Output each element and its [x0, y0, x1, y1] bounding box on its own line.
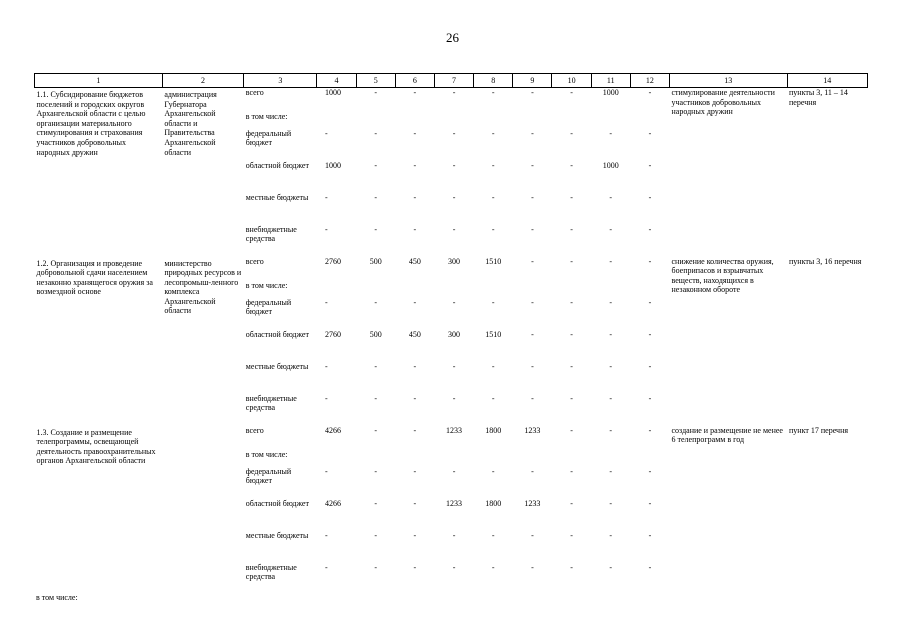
funding-value: - [374, 393, 378, 403]
table-row [35, 257, 868, 281]
funding-value [630, 112, 669, 129]
funding-value: - [413, 425, 417, 435]
funding-value: - [452, 393, 456, 403]
funding-value: - [531, 466, 534, 476]
funding-value: - [374, 128, 378, 138]
funding-value: 300 [448, 256, 461, 266]
funding-value: - [491, 192, 495, 202]
expected-result: создание и размещение не менее 6 телепрограмм в год [671, 425, 783, 445]
responsible-executor: министерство природных ресурсов и лесопромыш-ленного комплекса Архангельской области [164, 258, 242, 316]
funding-value: 2760 [324, 329, 341, 339]
funding-value: 1233 [524, 425, 541, 435]
funding-value: - [648, 128, 652, 138]
funding-value: - [374, 466, 378, 476]
funding-source: в том числе: [245, 280, 288, 290]
funding-value: - [648, 192, 652, 202]
funding-value [552, 450, 591, 467]
funding-source: областной бюджет [245, 498, 309, 508]
funding-value [513, 112, 552, 129]
funding-value: 1233 [524, 498, 541, 508]
funding-source: федеральный бюджет [245, 297, 292, 317]
funding-value [513, 450, 552, 467]
funding-value: - [609, 498, 613, 508]
funding-value: 1000 [324, 160, 341, 170]
funding-value: - [609, 192, 613, 202]
funding-value: - [452, 361, 456, 371]
funding-value [513, 281, 552, 298]
funding-source: областной бюджет [245, 329, 309, 339]
funding-value [317, 450, 356, 467]
funding-value: - [324, 192, 328, 202]
funding-value: - [531, 192, 534, 202]
funding-source: внебюджетные средства [245, 393, 297, 413]
funding-value: - [570, 562, 573, 572]
funding-value: 500 [369, 256, 382, 266]
funding-value: - [491, 297, 495, 307]
funding-value: - [531, 297, 534, 307]
funding-value: 1233 [446, 425, 463, 435]
column-header: 1 [35, 74, 163, 88]
funding-value: - [531, 393, 534, 403]
funding-value: - [374, 297, 378, 307]
funding-value: - [324, 361, 328, 371]
funding-value: - [609, 530, 613, 540]
funding-value: - [413, 160, 417, 170]
funding-value [395, 112, 434, 129]
funding-value [356, 112, 395, 129]
table-row [35, 88, 868, 112]
funding-value: - [413, 128, 417, 138]
column-header: 14 [787, 74, 867, 88]
funding-value: - [374, 530, 378, 540]
activity-description: 1.1. Субсидирование бюджетов поселений и городских округов Архангельской области с целью организации материального стимулирования и страхования участников добровольных народных дружин [36, 90, 146, 157]
footer-note: в том числе: [36, 593, 78, 602]
funding-value: - [491, 562, 495, 572]
funding-value: - [609, 466, 613, 476]
funding-value: - [413, 361, 417, 371]
funding-value: - [374, 498, 378, 508]
funding-value: - [452, 160, 456, 170]
funding-value: - [374, 562, 378, 572]
funding-value: - [648, 297, 652, 307]
column-header: 13 [670, 74, 788, 88]
funding-value: - [413, 498, 417, 508]
funding-value: - [570, 88, 573, 97]
funding-value: - [413, 297, 417, 307]
funding-source: всего [245, 256, 264, 266]
funding-value [356, 450, 395, 467]
funding-value: - [570, 224, 573, 234]
funding-value: - [374, 192, 378, 202]
funding-value: - [648, 361, 652, 371]
funding-value: - [570, 393, 573, 403]
funding-value: - [324, 128, 328, 138]
column-header: 8 [474, 74, 513, 88]
funding-value: - [531, 128, 534, 138]
funding-value: - [413, 393, 417, 403]
column-header: 7 [434, 74, 473, 88]
funding-value: - [324, 224, 328, 234]
funding-value: - [648, 160, 652, 170]
funding-value: 4266 [324, 498, 341, 508]
funding-value: - [491, 530, 495, 540]
funding-value: - [374, 160, 378, 170]
funding-value: - [531, 329, 534, 339]
funding-value: - [609, 393, 613, 403]
funding-value: 1000 [602, 88, 619, 97]
funding-value: - [413, 224, 417, 234]
funding-source: внебюджетные средства [245, 224, 297, 244]
funding-value: - [609, 297, 613, 307]
program-table [34, 73, 868, 595]
funding-value: - [570, 466, 573, 476]
funding-source: в том числе: [245, 111, 288, 121]
funding-value: - [452, 224, 456, 234]
funding-value [474, 281, 513, 298]
funding-source: федеральный бюджет [245, 128, 292, 148]
responsible-executor [162, 426, 243, 595]
funding-value: - [413, 530, 417, 540]
funding-source: в том числе: [245, 449, 288, 459]
funding-source: всего [245, 88, 264, 97]
funding-value: - [609, 128, 613, 138]
funding-value: - [609, 562, 613, 572]
funding-value: 500 [369, 329, 382, 339]
funding-value: - [531, 530, 534, 540]
column-header: 4 [317, 74, 356, 88]
funding-value: 300 [448, 329, 461, 339]
funding-source: местные бюджеты [245, 530, 309, 540]
funding-value: - [609, 329, 613, 339]
funding-value [395, 281, 434, 298]
funding-value: - [413, 466, 417, 476]
funding-value: 1510 [485, 329, 502, 339]
funding-value: 1800 [485, 425, 502, 435]
page-number: 26 [446, 30, 459, 45]
funding-value: - [374, 88, 378, 97]
column-header: 6 [395, 74, 434, 88]
funding-value: - [570, 160, 573, 170]
expected-result: снижение количества оружия, боеприпасов и взрывчатых веществ, находящихся в незаконном обороте [671, 256, 774, 295]
funding-source: внебюджетные средства [245, 562, 297, 582]
funding-value: - [570, 425, 573, 435]
funding-value: - [374, 361, 378, 371]
funding-value [591, 281, 630, 298]
funding-value: - [531, 88, 534, 97]
funding-value: - [648, 562, 652, 572]
funding-value: - [374, 224, 378, 234]
funding-value: 1233 [446, 498, 463, 508]
funding-source: местные бюджеты [245, 361, 309, 371]
funding-value: 1800 [485, 498, 502, 508]
funding-value: - [648, 393, 652, 403]
funding-value: - [648, 425, 652, 435]
list-items-reference: пункт 17 перечня [789, 425, 849, 435]
funding-value [630, 450, 669, 467]
table-body [35, 88, 868, 595]
funding-value: - [531, 562, 534, 572]
column-header: 3 [244, 74, 317, 88]
funding-value: - [324, 297, 328, 307]
column-header: 2 [162, 74, 243, 88]
funding-source: федеральный бюджет [245, 466, 292, 486]
funding-value: - [491, 160, 495, 170]
funding-value [317, 281, 356, 298]
table-row [35, 426, 868, 450]
column-header: 11 [591, 74, 630, 88]
funding-value: - [570, 329, 573, 339]
funding-value: - [531, 256, 534, 266]
funding-value: - [609, 425, 613, 435]
funding-value: - [648, 256, 652, 266]
funding-value: - [413, 192, 417, 202]
funding-value: - [452, 562, 456, 572]
funding-value [474, 112, 513, 129]
funding-value: - [491, 128, 495, 138]
list-items-reference: пункты 3, 16 перечня [789, 256, 862, 266]
funding-value: - [491, 393, 495, 403]
funding-value: - [648, 224, 652, 234]
column-header-row [35, 74, 868, 88]
funding-value: - [570, 192, 573, 202]
funding-value: - [452, 466, 456, 476]
funding-value: - [648, 466, 652, 476]
column-header: 5 [356, 74, 395, 88]
funding-value: - [531, 224, 534, 234]
column-header: 10 [552, 74, 591, 88]
funding-value: - [413, 88, 417, 97]
funding-value: 1510 [485, 256, 502, 266]
funding-value: - [491, 88, 495, 97]
funding-value: - [570, 361, 573, 371]
funding-value: - [609, 361, 613, 371]
responsible-executor: администрация Губернатора Архангельской области и Правительства Архангельской области [164, 90, 217, 157]
funding-value: - [452, 297, 456, 307]
funding-value [317, 112, 356, 129]
funding-value: 2760 [324, 256, 341, 266]
funding-value: 450 [408, 256, 421, 266]
funding-source: всего [245, 425, 264, 435]
funding-value [552, 112, 591, 129]
funding-value [395, 450, 434, 467]
funding-value: - [648, 530, 652, 540]
funding-value: 450 [408, 329, 421, 339]
funding-value: - [570, 530, 573, 540]
funding-value: - [324, 393, 328, 403]
funding-value: - [570, 297, 573, 307]
column-header: 9 [513, 74, 552, 88]
funding-value: - [570, 128, 573, 138]
funding-value: - [648, 329, 652, 339]
funding-value [591, 450, 630, 467]
funding-value: - [609, 256, 613, 266]
funding-value: - [531, 361, 534, 371]
funding-value [474, 450, 513, 467]
funding-source: местные бюджеты [245, 192, 309, 202]
activity-description: 1.2. Организация и проведение добровольной сдачи населением незаконно хранящегося оружия за возмездной основе [36, 258, 153, 297]
funding-value: - [324, 530, 328, 540]
funding-value: - [648, 88, 652, 97]
funding-value: - [413, 562, 417, 572]
funding-value: - [452, 128, 456, 138]
funding-value: - [374, 425, 378, 435]
funding-value [356, 281, 395, 298]
funding-value: - [531, 160, 534, 170]
funding-value: - [324, 562, 328, 572]
funding-value: - [609, 224, 613, 234]
column-header: 12 [630, 74, 669, 88]
funding-value: - [648, 498, 652, 508]
funding-value: - [491, 224, 495, 234]
funding-value [434, 112, 473, 129]
funding-value: - [491, 361, 495, 371]
funding-value: - [452, 530, 456, 540]
expected-result: стимулирование деятельности участников добровольных народных дружин [671, 88, 775, 117]
funding-value: - [452, 88, 456, 97]
funding-value [434, 281, 473, 298]
funding-value: - [570, 498, 573, 508]
funding-value [591, 112, 630, 129]
funding-value [434, 450, 473, 467]
funding-value: - [491, 466, 495, 476]
funding-value: - [324, 466, 328, 476]
funding-value: - [570, 256, 573, 266]
funding-value: 1000 [324, 88, 341, 97]
funding-value: 4266 [324, 425, 341, 435]
funding-source: областной бюджет [245, 160, 309, 170]
activity-description: 1.3. Создание и размещение телепрограммы, освещающей деятельность правоохранительных органов Архангельской области [36, 427, 156, 466]
funding-value [552, 281, 591, 298]
funding-value: 1000 [602, 160, 619, 170]
funding-value: - [452, 192, 456, 202]
list-items-reference: пункты 3, 11 – 14 перечня [789, 88, 848, 107]
funding-value [630, 281, 669, 298]
